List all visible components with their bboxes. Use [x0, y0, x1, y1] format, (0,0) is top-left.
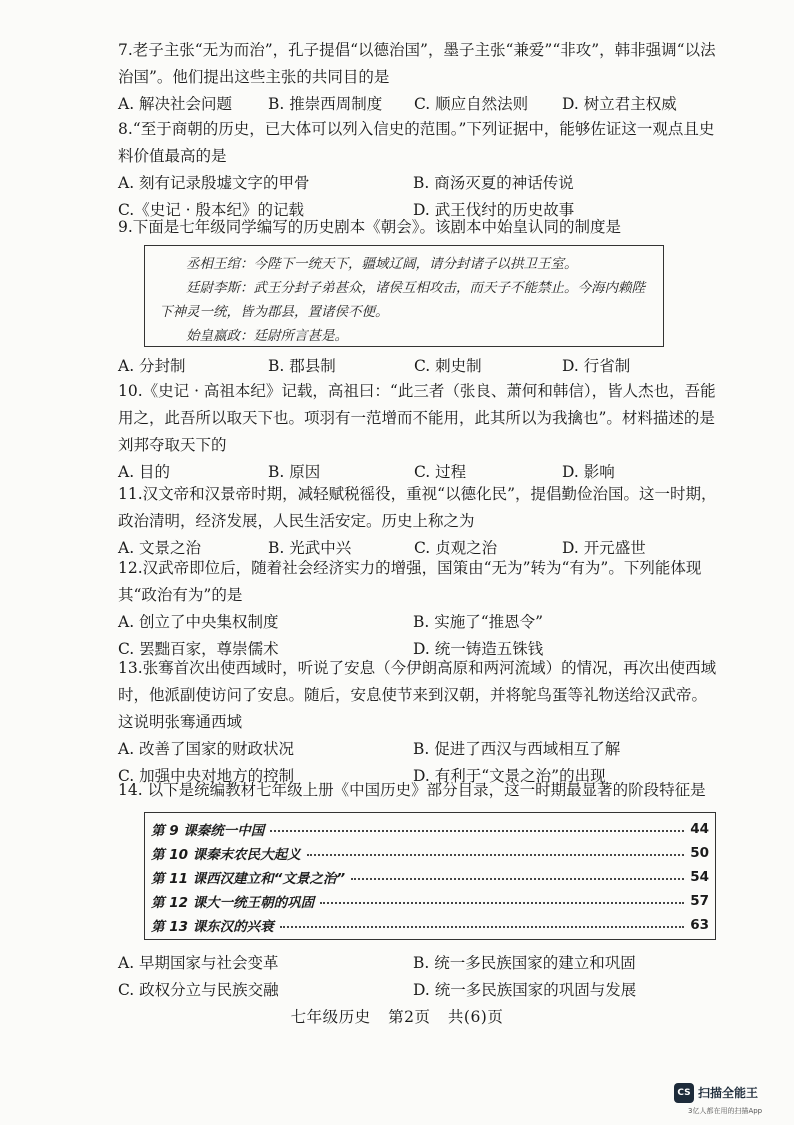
- option-d[interactable]: D. 统一铸造五铢钱: [413, 640, 544, 658]
- toc-title: 第 12 课大一统王朝的巩固: [151, 895, 315, 911]
- question-text: 14. 以下是统编教材七年级上册《中国历史》部分目录，这一时期最显著的阶段特征是: [118, 781, 706, 799]
- toc-row: [151, 889, 709, 913]
- question-text: 11.汉文帝和汉景帝时期，减轻赋税徭役，重视“以德化民”，提倡勤俭治国。这一时期，政治清明，经济发展，人民生活安定。历史上称之为: [118, 485, 717, 530]
- question-11: [118, 481, 718, 562]
- question-8: [118, 116, 718, 224]
- question-14-options: [118, 950, 718, 1004]
- option-b[interactable]: B. 原因: [268, 463, 321, 481]
- option-b[interactable]: B. 推崇西周制度: [268, 95, 383, 113]
- toc-leader: [270, 830, 684, 832]
- toc-leader: [351, 878, 684, 880]
- options-row: [118, 170, 718, 197]
- toc-title: 第 10 课秦末农民大起义: [151, 847, 301, 863]
- question-text: 8.“至于商朝的历史，已大体可以列入信史的范围。”下列证据中，能够佐证这一观点且史料价值最高的是: [118, 120, 715, 165]
- toc-leader: [280, 926, 685, 928]
- options-row: [118, 353, 718, 380]
- option-d[interactable]: D. 统一多民族国家的巩固与发展: [413, 981, 637, 999]
- option-d[interactable]: D. 有利于“文景之治”的出现: [413, 767, 606, 785]
- question-14: [118, 777, 718, 804]
- toc-title: 第 11 课西汉建立和“文景之治”: [151, 871, 346, 887]
- toc-row: [151, 841, 709, 865]
- toc-page: 44: [690, 821, 709, 837]
- option-b[interactable]: B. 实施了“推恩令”: [413, 613, 544, 631]
- option-b[interactable]: B. 郡县制: [268, 357, 336, 375]
- script-excerpt-box: [144, 245, 664, 347]
- options-row: [118, 736, 718, 763]
- toc-row: [151, 817, 709, 841]
- toc-leader: [320, 902, 684, 904]
- question-12: [118, 555, 718, 663]
- question-7: [118, 37, 718, 118]
- toc-row: [151, 865, 709, 889]
- option-a[interactable]: A. 分封制: [118, 357, 186, 375]
- question-text: 13.张骞首次出使西域时，听说了安息（今伊朗高原和两河流域）的情况，再次出使西域时，他派副使访问了安息。随后，安息使节来到汉朝，并将鸵鸟蛋等礼物送给汉武帝。这说明张骞通西域: [118, 659, 717, 731]
- option-d[interactable]: D. 行省制: [562, 357, 631, 375]
- footer-page-number: 第2页: [388, 1008, 431, 1026]
- option-c[interactable]: C. 顺应自然法则: [414, 95, 529, 113]
- option-c[interactable]: C. 贞观之治: [414, 539, 498, 557]
- option-c[interactable]: C. 刺史制: [414, 357, 482, 375]
- option-c[interactable]: C. 罢黜百家，尊崇儒术: [118, 640, 279, 658]
- script-line: 始皇嬴政：廷尉所言甚是。: [186, 328, 348, 344]
- toc-page: 50: [690, 845, 709, 861]
- option-d[interactable]: D. 树立君主权威: [562, 95, 677, 113]
- option-b[interactable]: B. 统一多民族国家的建立和巩固: [413, 954, 636, 972]
- toc-row: [151, 913, 709, 937]
- footer-total-pages: 共(6)页: [447, 1008, 504, 1026]
- table-of-contents: [144, 812, 716, 940]
- toc-title: 第 9 课秦统一中国: [151, 823, 265, 839]
- option-a[interactable]: A. 改善了国家的财政状况: [118, 740, 295, 758]
- script-line: 廷尉李斯：武王分封子弟甚众，诸侯互相攻击，而天子不能禁止。今海内赖陛下神灵一统，皆为郡县，置诸侯不便。: [159, 280, 645, 320]
- script-line: 丞相王绾：今陛下一统天下，疆域辽阔，请分封诸子以拱卫王室。: [186, 256, 578, 272]
- options-row: [118, 950, 718, 977]
- options-row: [118, 609, 718, 636]
- option-c[interactable]: C. 政权分立与民族交融: [118, 981, 279, 999]
- option-b[interactable]: B. 光武中兴: [268, 539, 352, 557]
- option-c[interactable]: C. 过程: [414, 463, 467, 481]
- option-b[interactable]: B. 商汤灭夏的神话传说: [413, 174, 574, 192]
- toc-page: 57: [690, 893, 709, 909]
- question-13: [118, 655, 718, 790]
- toc-leader: [307, 854, 685, 856]
- question-text: 9.下面是七年级同学编写的历史剧本《朝会》。该剧本中始皇认同的制度是: [118, 218, 622, 236]
- option-b[interactable]: B. 促进了西汉与西域相互了解: [413, 740, 621, 758]
- toc-title: 第 13 课东汉的兴衰: [151, 919, 274, 935]
- option-a[interactable]: A. 创立了中央集权制度: [118, 613, 279, 631]
- question-text: 12.汉武帝即位后，随着社会经济实力的增强，国策由“无为”转为“有为”。下列能体现其“政治有为”的是: [118, 559, 702, 604]
- watermark-name: 扫描全能王: [698, 1086, 759, 1100]
- option-d[interactable]: D. 开元盛世: [562, 539, 646, 557]
- question-text: 10.《史记 · 高祖本纪》记载，高祖曰：“此三者（张良、萧何和韩信），皆人杰也，吾能用之，此吾所以取天下也。项羽有一范增而不能用，此其所以为我擒也”。材料描述的是刘邦夺取天下的: [118, 382, 716, 454]
- question-9-options: [118, 353, 718, 380]
- option-c[interactable]: C. 加强中央对地方的控制: [118, 767, 295, 785]
- options-row: [118, 977, 718, 1004]
- camscanner-logo-icon: CS: [674, 1083, 694, 1103]
- option-a[interactable]: A. 目的: [118, 463, 171, 481]
- page-footer: [0, 1005, 794, 1027]
- options-row: [118, 91, 718, 118]
- option-d[interactable]: D. 武王伐纣的历史故事: [413, 201, 575, 219]
- toc-page: 54: [690, 869, 709, 885]
- scanner-watermark: [674, 1083, 792, 1119]
- footer-subject: 七年级历史: [290, 1008, 371, 1026]
- toc-page: 63: [690, 917, 709, 933]
- question-9: [118, 214, 718, 241]
- option-a[interactable]: A. 早期国家与社会变革: [118, 954, 279, 972]
- option-a[interactable]: A. 刻有记录殷墟文字的甲骨: [118, 174, 310, 192]
- question-text: 7.老子主张“无为而治”，孔子提倡“以德治国”，墨子主张“兼爱”“非攻”，韩非强调“以法治国”。他们提出这些主张的共同目的是: [118, 41, 716, 86]
- option-d[interactable]: D. 影响: [562, 463, 615, 481]
- option-c[interactable]: C.《史记 · 殷本纪》的记载: [118, 201, 305, 219]
- question-10: [118, 378, 718, 486]
- option-a[interactable]: A. 解决社会问题: [118, 95, 233, 113]
- watermark-tagline: 3亿人都在用的扫描App: [688, 1107, 763, 1115]
- option-a[interactable]: A. 文景之治: [118, 539, 202, 557]
